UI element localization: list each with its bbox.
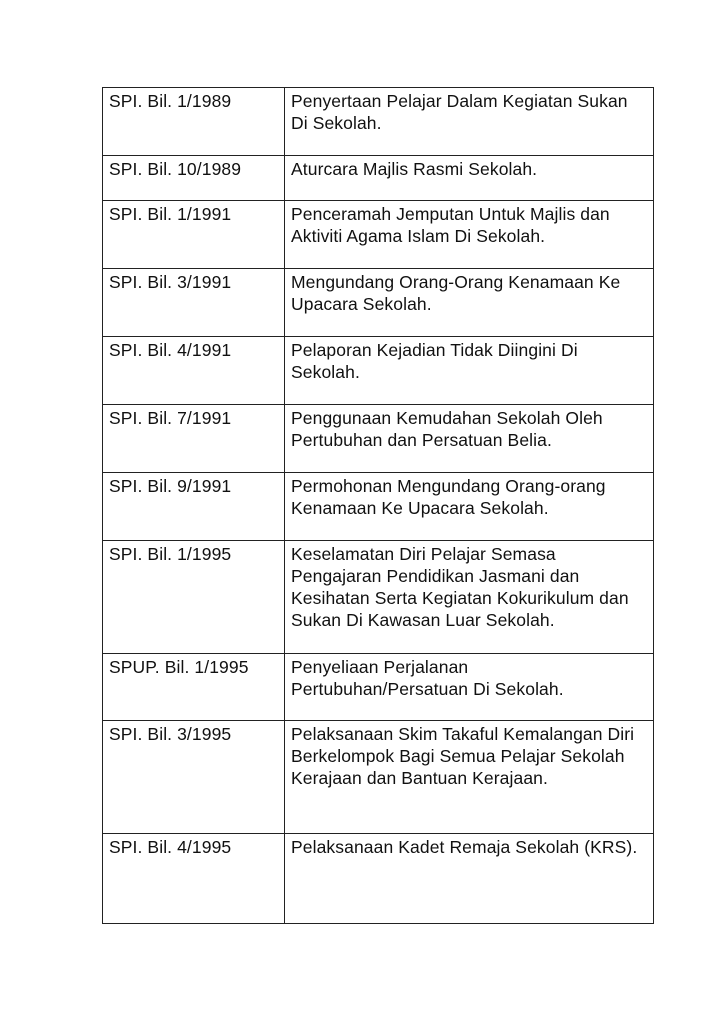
circular-title: Permohonan Mengundang Orang-orang Kenamaan Ke Upacara Sekolah. — [285, 473, 654, 541]
circular-code: SPI. Bil. 7/1991 — [103, 405, 285, 473]
circular-title: Penceramah Jemputan Untuk Majlis dan Aktiviti Agama Islam Di Sekolah. — [285, 201, 654, 269]
circular-title: Penggunaan Kemudahan Sekolah Oleh Pertubuhan dan Persatuan Belia. — [285, 405, 654, 473]
table-row — [103, 88, 654, 156]
circular-title: Penyeliaan Perjalanan Pertubuhan/Persatuan Di Sekolah. — [285, 654, 654, 721]
circular-code: SPI. Bil. 4/1995 — [103, 834, 285, 924]
circular-code: SPI. Bil. 3/1995 — [103, 721, 285, 834]
circular-title: Pelaporan Kejadian Tidak Diingini Di Sekolah. — [285, 337, 654, 405]
circular-title: Keselamatan Diri Pelajar Semasa Pengajaran Pendidikan Jasmani dan Kesihatan Serta Kegiatan Kokurikulum dan Sukan Di Kawasan Luar Sekolah. — [285, 541, 654, 654]
table-row — [103, 834, 654, 924]
circular-code: SPI. Bil. 4/1991 — [103, 337, 285, 405]
circular-title: Pelaksanaan Kadet Remaja Sekolah (KRS). — [285, 834, 654, 924]
circular-title: Mengundang Orang-Orang Kenamaan Ke Upacara Sekolah. — [285, 269, 654, 337]
table-row — [103, 721, 654, 834]
table-row — [103, 654, 654, 721]
circular-code: SPI. Bil. 1/1989 — [103, 88, 285, 156]
table-row — [103, 473, 654, 541]
table-row — [103, 156, 654, 201]
table-row — [103, 201, 654, 269]
circular-code: SPI. Bil. 3/1991 — [103, 269, 285, 337]
circular-code: SPI. Bil. 1/1995 — [103, 541, 285, 654]
circular-table — [102, 87, 654, 924]
circular-title: Aturcara Majlis Rasmi Sekolah. — [285, 156, 654, 201]
circular-code: SPI. Bil. 10/1989 — [103, 156, 285, 201]
table-row — [103, 405, 654, 473]
circular-title: Pelaksanaan Skim Takaful Kemalangan Diri Berkelompok Bagi Semua Pelajar Sekolah Kerajaan dan Bantuan Kerajaan. — [285, 721, 654, 834]
circular-title: Penyertaan Pelajar Dalam Kegiatan Sukan Di Sekolah. — [285, 88, 654, 156]
table-row — [103, 269, 654, 337]
circular-code: SPI. Bil. 1/1991 — [103, 201, 285, 269]
table-row — [103, 541, 654, 654]
table-row — [103, 337, 654, 405]
circular-code: SPI. Bil. 9/1991 — [103, 473, 285, 541]
circular-code: SPUP. Bil. 1/1995 — [103, 654, 285, 721]
